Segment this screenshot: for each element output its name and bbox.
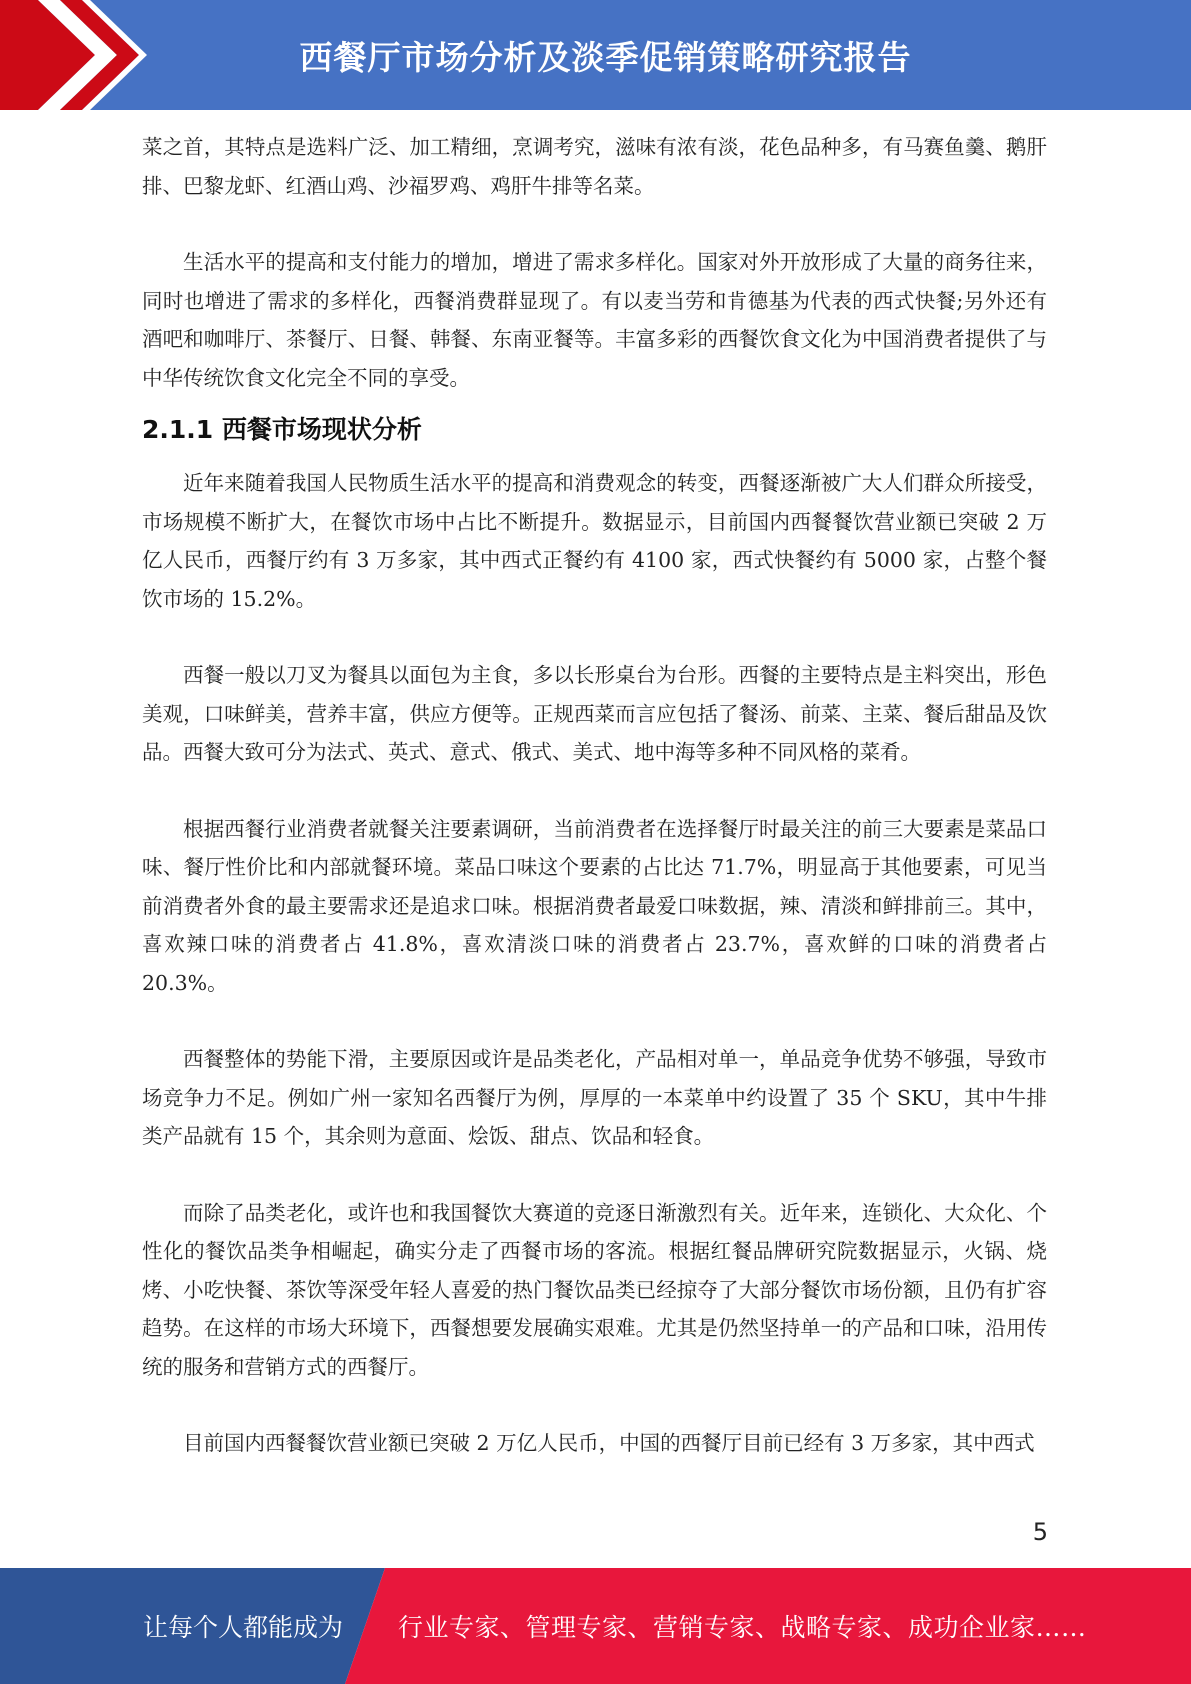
footer-slogan-right: 行业专家、管理专家、营销专家、战略专家、成功企业家…… <box>398 1613 1087 1642</box>
paragraph-7: 而除了品类老化，或许也和我国餐饮大赛道的竞逐日渐激烈有关。近年来，连锁化、大众化、个性化的餐饮品类争相崛起，确实分走了西餐市场的客流。根据红餐品牌研究院数据显示，火锅、烧烤、小吃快餐、茶饮等深受年轻人喜爱的热门餐饮品类已经掠夺了大部分餐饮市场份额，且仍有扩容趋势。在这样的市场大环境下，西餐想要发展确实艰难。尤其是仍然坚持单一的产品和口味，沿用传统的服务和营销方式的西餐厅。 <box>142 1200 1047 1379</box>
paragraph-1: 菜之首，其特点是选料广泛、加工精细，烹调考究，滋味有浓有淡，花色品种多，有马赛鱼羹、鹅肝排、巴黎龙虾、红酒山鸡、沙福罗鸡、鸡肝牛排等名菜。 <box>142 135 1047 198</box>
paragraph-5: 根据西餐行业消费者就餐关注要素调研，当前消费者在选择餐厅时最关注的前三大要素是菜品口味、餐厅性价比和内部就餐环境。菜品口味这个要素的占比达 71.7%，明显高于其他要素，可见当前消费者外食的最主要需求还是追求口味。根据消费者最爱口味数据，辣、清淡和鲜排前三。其中，喜欢辣口味的消费者占 41.8%，喜欢清淡口味的消费者占 23.7%，喜欢鲜的口味的消费者占 20.3%。 <box>142 816 1047 995</box>
document-body <box>142 128 1047 1463</box>
footer-slogan-left: 让每个人都能成为 <box>143 1613 344 1642</box>
header-title: 西餐厅市场分析及淡季促销策略研究报告 <box>299 37 912 77</box>
section-heading: 2.1.1 西餐市场现状分析 <box>142 415 422 444</box>
page-footer <box>0 1568 1191 1684</box>
paragraph-6: 西餐整体的势能下滑，主要原因或许是品类老化，产品相对单一，单品竞争优势不够强，导致市场竞争力不足。例如广州一家知名西餐厅为例，厚厚的一本菜单中约设置了 35 个 SKU，其中牛排类产品就有 15 个，其余则为意面、烩饭、甜点、饮品和轻食。 <box>142 1047 1047 1148</box>
paragraph-2: 生活水平的提高和支付能力的增加，增进了需求多样化。国家对外开放形成了大量的商务往来，同时也增进了需求的多样化，西餐消费群显现了。有以麦当劳和肯德基为代表的西式快餐;另外还有酒吧和咖啡厅、茶餐厅、日餐、韩餐、东南亚餐等。丰富多彩的西餐饮食文化为中国消费者提供了与中华传统饮食文化完全不同的享受。 <box>142 250 1047 390</box>
paragraph-3: 近年来随着我国人民物质生活水平的提高和消费观念的转变，西餐逐渐被广大人们群众所接受，市场规模不断扩大，在餐饮市场中占比不断提升。数据显示，目前国内西餐餐饮营业额已突破 2 万亿人民币，西餐厅约有 3 万多家，其中西式正餐约有 4100 家，西式快餐约有 5000 家，占整个餐饮市场的 15.2%。 <box>142 471 1047 611</box>
page-number: 5 <box>1032 1518 1048 1546</box>
paragraph-8: 目前国内西餐餐饮营业额已突破 2 万亿人民币，中国的西餐厅目前已经有 3 万多家，其中西式 <box>183 1431 1035 1455</box>
page-header <box>0 0 1191 110</box>
paragraph-4: 西餐一般以刀叉为餐具以面包为主食，多以长形桌台为台形。西餐的主要特点是主料突出，形色美观，口味鲜美，营养丰富，供应方便等。正规西菜而言应包括了餐汤、前菜、主菜、餐后甜品及饮品。西餐大致可分为法式、英式、意式、俄式、美式、地中海等多种不同风格的菜肴。 <box>142 663 1047 764</box>
header-arrow-decoration <box>0 0 160 110</box>
